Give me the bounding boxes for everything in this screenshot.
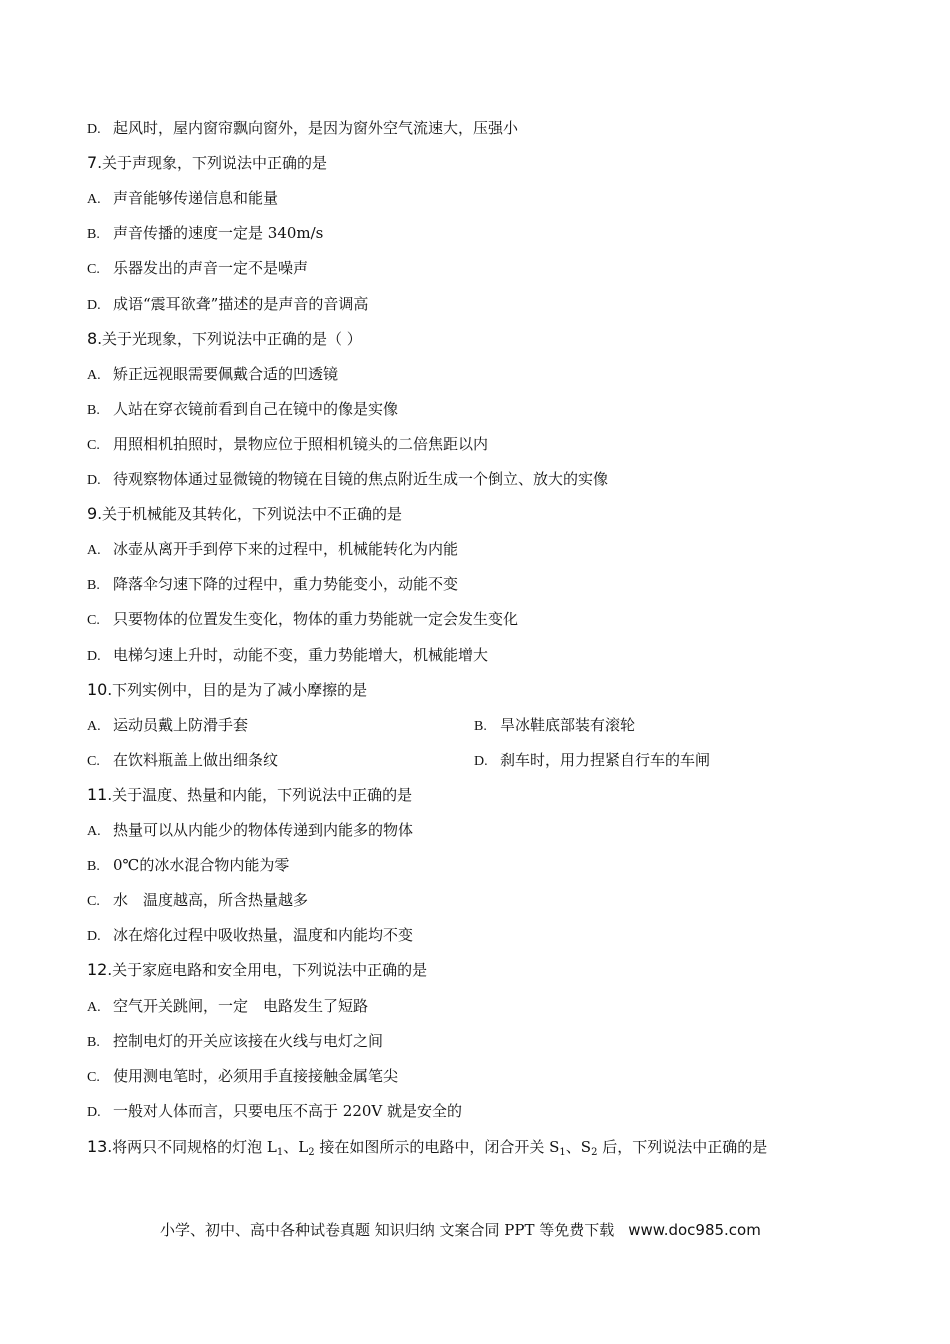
- answer-option: [87, 645, 488, 667]
- option-letter: D.: [87, 1105, 101, 1120]
- option-letter: C.: [87, 894, 100, 909]
- option-text: 成语“震耳欲聋”描述的是声音的音调高: [113, 295, 369, 313]
- option-letter: A.: [87, 543, 101, 558]
- option-text: 乐器发出的声音一定不是噪声: [113, 259, 309, 277]
- answer-option: [87, 574, 458, 596]
- option-letter: B.: [474, 719, 487, 734]
- answer-option: [87, 364, 338, 386]
- option-letter: D.: [87, 473, 101, 488]
- option-text: 使用测电笔时，必须用手直接接触金属笔尖: [113, 1067, 399, 1085]
- answer-option: [87, 1066, 398, 1088]
- option-letter: D.: [87, 929, 101, 944]
- option-letter: B.: [87, 227, 100, 242]
- question-9: [87, 504, 402, 524]
- option-letter: B.: [87, 1035, 100, 1050]
- answer-option: [87, 1101, 462, 1123]
- answer-option: [87, 539, 458, 561]
- answer-option: [87, 855, 289, 877]
- option-text: 用照相机拍照时，景物应位于照相机镜头的二倍焦距以内: [113, 435, 489, 453]
- answer-option: [87, 820, 413, 842]
- option-letter: C.: [87, 613, 100, 628]
- option-text: 控制电灯的开关应该接在火线与电灯之间: [113, 1032, 384, 1050]
- option-text: 热量可以从内能少的物体传递到内能多的物体: [113, 821, 414, 839]
- answer-option: [87, 399, 398, 421]
- question-text: .关于家庭电路和安全用电，下列说法中正确的是: [107, 961, 428, 979]
- question-number: 9: [87, 504, 98, 523]
- question-number: 8: [87, 329, 98, 348]
- option-text: 起风时，屋内窗帘飘向窗外，是因为窗外空气流速大，压强小: [113, 119, 519, 137]
- option-letter: B.: [87, 578, 100, 593]
- question-11: [87, 785, 412, 805]
- option-text: 电梯匀速上升时，动能不变，重力势能增大，机械能增大: [113, 646, 489, 664]
- answer-option: [87, 258, 308, 280]
- answer-option: [87, 294, 368, 316]
- question-13: 13.将两只不同规格的灯泡 $L_1$、$L_2$ 接在如图所示的电路中，闭合开关 $S_1$、$S_2$ 后，下列说法中正确的是: [87, 1137, 768, 1158]
- question-text: .关于机械能及其转化，下列说法中不正确的是: [97, 505, 402, 523]
- answer-option: [474, 750, 710, 772]
- option-text: 声音传播的速度一定是 340m/s: [113, 224, 324, 242]
- option-text: 旱冰鞋底部装有滚轮: [500, 716, 636, 734]
- option-letter: C.: [87, 438, 100, 453]
- question-number: 11: [87, 785, 108, 804]
- option-text: 0℃的冰水混合物内能为零: [113, 856, 290, 874]
- option-letter: A.: [87, 719, 101, 734]
- option-letter: C.: [87, 1070, 100, 1085]
- option-letter: D.: [474, 754, 488, 769]
- option-letter: C.: [87, 262, 100, 277]
- option-letter: B.: [87, 859, 100, 874]
- option-text: 待观察物体通过显微镜的物镜在目镜的焦点附近生成一个倒立、放大的实像: [113, 470, 609, 488]
- answer-option: [87, 118, 518, 140]
- option-letter: A.: [87, 192, 101, 207]
- option-letter: A.: [87, 824, 101, 839]
- question-text: .关于声现象，下列说法中正确的是: [97, 154, 327, 172]
- question-number: 13: [87, 1137, 108, 1156]
- option-text: 刹车时，用力捏紧自行车的车闸: [500, 751, 711, 769]
- answer-option: [87, 750, 278, 772]
- option-letter: B.: [87, 403, 100, 418]
- option-text: 声音能够传递信息和能量: [113, 189, 279, 207]
- answer-option: [87, 188, 278, 210]
- option-letter: A.: [87, 1000, 101, 1015]
- answer-option: [87, 609, 518, 631]
- page-footer: [160, 1219, 761, 1240]
- answer-option: [87, 715, 248, 737]
- answer-option: [87, 925, 413, 947]
- question-10: [87, 680, 367, 700]
- question-12: [87, 960, 427, 980]
- question-text: .关于温度、热量和内能，下列说法中正确的是: [107, 786, 413, 804]
- option-text: 降落伞匀速下降的过程中，重力势能变小，动能不变: [113, 575, 459, 593]
- option-letter: D.: [87, 649, 101, 664]
- option-text: 在饮料瓶盖上做出细条纹: [113, 751, 279, 769]
- question-7: [87, 153, 327, 173]
- question-number: 12: [87, 960, 108, 979]
- answer-option: [87, 996, 368, 1018]
- footer-text: 小学、初中、高中各种试卷真题 知识归纳 文案合同 PPT 等免费下载: [160, 1221, 615, 1239]
- question-number: 10: [87, 680, 108, 699]
- option-text: 运动员戴上防滑手套: [113, 716, 249, 734]
- option-letter: D.: [87, 122, 101, 137]
- question-8: [87, 329, 362, 349]
- footer-website-link[interactable]: www.doc985.com: [628, 1221, 761, 1239]
- option-text: 人站在穿衣镜前看到自己在镜中的像是实像: [113, 400, 399, 418]
- answer-option: [87, 223, 323, 245]
- question-text: .下列实例中，目的是为了减小摩擦的是: [107, 681, 368, 699]
- answer-option: [474, 715, 635, 737]
- option-text: 矫正远视眼需要佩戴合适的凹透镜: [113, 365, 339, 383]
- option-text: 一般对人体而言，只要电压不高于 220V 就是安全的: [113, 1102, 463, 1120]
- option-text: 冰壶从离开手到停下来的过程中，机械能转化为内能: [113, 540, 459, 558]
- answer-option: [87, 1031, 383, 1053]
- option-text: 只要物体的位置发生变化，物体的重力势能就一定会发生变化: [113, 610, 519, 628]
- answer-option: [87, 469, 608, 491]
- option-text: 空气开关跳闸，一定 电路发生了短路: [113, 997, 369, 1015]
- option-text: 水 温度越高，所含热量越多: [113, 891, 309, 909]
- answer-option: [87, 890, 308, 912]
- option-letter: A.: [87, 368, 101, 383]
- option-letter: C.: [87, 754, 100, 769]
- option-text: 冰在熔化过程中吸收热量，温度和内能均不变: [113, 926, 414, 944]
- question-number: 7: [87, 153, 98, 172]
- question-text: .关于光现象，下列说法中正确的是（ ）: [97, 330, 362, 348]
- option-letter: D.: [87, 298, 101, 313]
- answer-option: [87, 434, 488, 456]
